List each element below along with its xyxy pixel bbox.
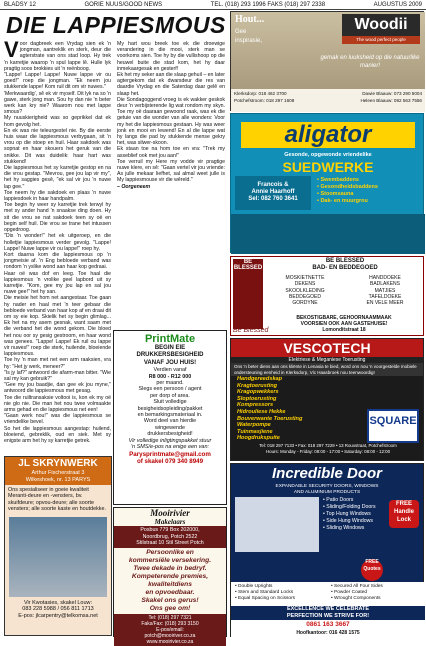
aligator-suid: SUEDWERKE: [282, 159, 374, 175]
mooirivier-body: Persoonlike en kommersiële versekering. Twee dekade in bedryf. Kompeterende premies, kwaliteitdiens en opvoedbaar. Skakel ons gerus! Ons gee om!: [128, 548, 212, 612]
printmate-text: per dorp of area.: [150, 392, 190, 399]
woodii-slogan: gemak en luuksheid op die natuurlike manier!: [320, 55, 420, 69]
features-right: • Secured All Four Sides • Powder Coated • Wrought Components: [331, 584, 383, 601]
woodii-contacts: Klerksdorp: 018 462 3700 Dawie Blaauw: 073 290 5004 Potchefstroom: 018 297 1608 Heleen Blaauw: 082 563 7556: [231, 89, 425, 112]
paragraph: Die Sondagoggend vroeg is ek wakker geskok deur 'n verbijsterende lig wat rondom my skyn. Toe my oë daaraan gewoond raak, was ek die getuie van die wonder van alle wonders: Voor my het die lappiesmous gestaan. Hy was weer jonk en mooi en lewend! En al die lappe wat hy langs die pad by stukkende mense gekry het, was silwer-skoon.: [117, 96, 225, 147]
printmate-note: Vir volledige inligtingspakket stuur: [128, 437, 212, 444]
list-item: Kragopwekkers: [237, 389, 279, 396]
mooirivier-address: Posbus 779 Box 202000, Noordbrug, Potch 2522 Stilstraat 10 Stil Street Potch: [114, 526, 226, 548]
article-signature: – Oorgeneem: [117, 183, 151, 190]
paragraph: Die lappiesmous het sy karretjie gestop en na die vrou gestap. "Mevrou, gee jou lap vir my", het hy saggies gesê, "ek sal vir jou 'n nuwe lap gee.": [4, 165, 111, 190]
paragraph: My hart wou breek toe ek die droewige verandering in die mooi, sterk man se voorkoms sien. Toe hy by die vullishoop op die heuwel buite die stad kom, het hy daar inmekaargesak en gesterf!: [117, 41, 225, 72]
printmate-note: 'n SMS/e-pos na enige een van:: [130, 444, 210, 451]
paragraph: Toe hy 'n man met net een arm raaksien, vra hy: "Het jy werk, meneer?": [4, 357, 111, 370]
be-blessed-footer: BEKOSTIGBARE, GEHOORNAAMMAAK VOORSIEN OOK AAN GASTEHUISE! Lomonditstraat 18: [296, 315, 392, 333]
incredible-door-ad: [230, 463, 424, 637]
paragraph: "Lappe! Lappe! Lappe! Nuwe lappe vir ou goed!" roep die jongman. "Ek neem jou stukkende lappe! Kom ruil dit om vir nuwes.": [4, 72, 111, 91]
be-blessed-script: Be Blessed: [233, 327, 269, 334]
printmate-line: VANAF JOU HUIS!: [143, 359, 197, 366]
list-item: Hoogdrukspuite: [237, 435, 280, 442]
vescotech-subtitle: Elektriese & Meganiese Toerusting: [231, 357, 423, 363]
printmate-text: Verdien vanaf: [153, 367, 187, 374]
printmate-logo: PrintMate: [144, 333, 196, 345]
paragraph: Ek het my seker aan die slaap gehuil – en later agtergekom dat ek dwarsdeur die res van daardie Vrydag en die Saterdag daar gelê en slaap het.: [117, 72, 225, 97]
list-item: Hidrouliese Hekke: [237, 408, 286, 415]
printmate-text: R8 000 - R12 000: [148, 373, 192, 380]
woodii-gee: Gee: [235, 29, 247, 35]
printmate-ad: [113, 330, 227, 505]
be-blessed-list-left: MOSKIETNETTE DEKENS SKOOLKLEDING BEDDEGOED GORDYNE: [285, 275, 325, 307]
aligator-logo: aligator: [241, 122, 415, 148]
incredible-door-footer: [231, 582, 425, 638]
printmate-text: Sluit volledige: [153, 399, 187, 406]
page-number: BLADSY 12: [4, 1, 36, 8]
list-item: Handgereedskap: [237, 376, 283, 382]
printmate-line: BEGIN EIE: [154, 345, 186, 351]
security-door-photo: [235, 497, 319, 552]
incredible-door-subtitle: EXPANDABLE SECURITY DOORS, WINDOWS AND ALUMINIUM PRODUCTS: [275, 484, 379, 495]
square-logo: SQUARE: [367, 409, 419, 443]
features-left: • Double Uprights • Stem and Standard Locks • Equal Spacing on Scissors: [235, 584, 296, 601]
drop-cap: V: [4, 37, 19, 62]
printmate-email[interactable]: Parysprintmate@gmail.com: [129, 450, 211, 458]
paragraph: My nuuskierigheid was so geprikkel dat ek hom gevolg het.: [4, 115, 111, 128]
incredible-door-logo: Incredible Door: [271, 465, 383, 482]
paragraph: 'Merkwaardig', sê ek vir myself. Dit lyk na so 'n gawe, sterk jong man. Sou hy dan nie 'n beter werk kan kry nie? Waarom nou met lappe smous?: [4, 90, 111, 116]
article-column-2: [117, 41, 225, 329]
be-blessed-ad: [230, 256, 424, 336]
woodii-heading: Hout...: [235, 14, 265, 25]
list-item: Tuinmasjiene: [237, 428, 273, 435]
woodii-insp: inspirasie,: [235, 38, 263, 44]
printmate-line: DRUKKERSBESIGHEID: [136, 352, 204, 359]
paragraph: "Is jy laf?" antwoord die afarm-man bitter. "Wie sal my kan gebruik?": [4, 369, 111, 382]
paragraph: Voor dagbreek een Vrydag sien ek 'n jongman, aantreklik en sterk, deur die agterstrate van ons stad loop. Hy trek 'n karretjie waarop 'n spul lappe lê. Hulle lyk pragtig soos brokkies uit 'n reënboog.: [4, 37, 111, 72]
be-blessed-list-right: HANDDOEKE BADLAKENS MATJIES TAFELDOEKE EN VELE MEER: [366, 275, 404, 307]
printmate-text: Slegs een persoon / agent: [138, 386, 202, 393]
incredible-door-phone: 0861 163 3667: [306, 621, 350, 628]
skrynwerk-ad: [4, 456, 112, 636]
free-handle-lock-badge: FREE Handle Lock: [389, 500, 419, 528]
skrynwerk-body: Ons spesialiseer in goeie kwaliteit Meranti-deure en -vensters, bv. skuifdeure; opvou-deure; alle soorte vensters; alle soorte kaste en houtdekke.: [8, 487, 106, 513]
list-item: Bouverwante Toerusting: [237, 415, 303, 422]
printmate-text: besigheidsopleiding/pakket: [137, 405, 203, 412]
vescotech-blurb: Ons 'n beter diens aan ons kliënte in Lenasia te bied, word ons nou 'n voorgestelde mobiele ondersteuning eenheid in Klerksdorp, Vic Haasbroek nou teenwoordig!: [231, 363, 423, 376]
article-title: DIE LAPPIESMOUS: [6, 12, 226, 38]
incredible-door-headoffice: Hoofkantoor: 016 428 1575: [296, 630, 360, 636]
skrynwerk-address: Arthur Fischerstraat 3 Wilkeshoek, nr. 13 PARYS: [5, 470, 111, 485]
printmate-text: en bemarkingsmateriaal in.: [137, 412, 203, 419]
article-column-1: [4, 37, 111, 453]
skrynwerk-photo: [9, 517, 107, 597]
printmate-text: wingewende: [155, 424, 185, 431]
be-blessed-sidebar: BE BLESSED: [233, 259, 263, 329]
vescotech-footer: Tel: 018 297 7133 • Fax: 018 297 7229 • 13 Rouxstraat, Potchefstroom Hours: Monday - Friday: 08:00 - 17:00 • Saturday: 08:00 - 12:00: [259, 443, 397, 454]
woodii-logo: Woodii: [342, 14, 420, 36]
paragraph: "Dis 'n wonder!" het ek uitgeroep, en die holletjie lappiesmous verder gevolg. "Lappe! Lappe! Nuwe lappe vir ou lappe!" roep hy.: [4, 233, 111, 252]
list-item: Sloptoerusting: [237, 395, 277, 402]
paragraph: "Gaan werk nou!" was die lappiesmous se vriendelike bevel.: [4, 413, 111, 426]
printmate-text: drukkersbesigheid!: [147, 431, 193, 438]
aligator-photo: [231, 214, 425, 254]
aligator-ad: [230, 113, 424, 253]
paragraph: Toe begin hy weer sy karretjie trek terwyl hy met sy ander hand 'n snaakse ding doen. Hy sit die vrou se nat sakdoek teen sy oë en begin self huil. Die vrou se trane het intussen opgedroog.: [4, 202, 111, 234]
free-quotes-badge: FREE Quotes: [361, 559, 383, 581]
vescotech-logo: VESCOTECH: [231, 339, 423, 357]
paragraph: Toe verruil my Here my vodde vir pragtige nuwe klere, en sê: "Gaan vertel vir jou vriende: As julle mekaar liefhet, sal almal weet julle is My lappiesmouse vir die wêreld.": [117, 158, 225, 184]
publication-name: GORIE NUUS/GOOD NEWS: [84, 1, 163, 8]
list-item: Kragtoerusting: [237, 382, 278, 389]
woodii-tagline: The wood perfect people: [342, 36, 420, 44]
paragraph: So het die lappiesmous aangestap: huilend, bloeiend, gebreklik, oud en siek. Met sy enigste arm het hy sy karretjie getrek.: [4, 425, 111, 444]
paragraph: "Gee my jou baadjie, dan gee ek jou myne," antwoord die lappiesmous met gesag.: [4, 382, 111, 395]
paragraph: Die meisie het hom net aangestaar. Toe gaan hy nader en haal met 'n teer gebaar die bebloede verband van haar kop af en draai dit om sy eie kop. Skielik het sy begin glimlag... Ek het na my asem gesnak, want saam met die verband het die wond gekom. Die bloed het nou oor sy gesig gestroom, en haar wond was genees. "Lappe! Lappe! Ek ruil ou lappe vir nuwes!" roep die sterk, huilende, bloeiende lappiesmous.: [4, 295, 111, 358]
woodii-ad: [230, 11, 424, 111]
aligator-contacts: Francois & Annie Haarhoff Sel: 082 760 3641: [235, 176, 311, 210]
printmate-phone: of skakel 079 340 8949: [136, 457, 204, 465]
skrynwerk-contact: Vir Kwotasies, skakel Louw: 083 228 5988 / 056 811 1713 E-pos: jlcarpentry@telkomsa.net: [18, 599, 98, 619]
list-item: Waterpompe: [237, 422, 271, 429]
aligator-services: • Swembaddens • Gesondheidsbaddens • Stoomsauna • Dak- en muurgrou: [317, 177, 378, 204]
mooirivier-ad: [113, 507, 227, 645]
vescotech-ad: [230, 338, 424, 461]
printmate-text: Word deel van hierdie: [143, 418, 197, 425]
mooirivier-subtitle: Makelaars: [154, 518, 186, 526]
skrynwerk-logo: JL SKRYNWERK: [5, 457, 111, 470]
paragraph: Toe die ruiltransaksie voltooi is, kon ek my oë nie glo nie. Die man het nou twee volmaakte arms gehad en die lappiesmous net een!: [4, 394, 111, 413]
mooirivier-logo: Mooirivier: [150, 508, 190, 518]
incredible-door-slogan: EXCELLENCE WE CELEBRATE PERFECTION WE STRIVE FOR!: [231, 606, 425, 620]
header-phones: TEL. (018) 293 1996 FAKS (018) 297 2338: [210, 1, 326, 8]
issue-date: AUGUSTUS 2009: [373, 1, 422, 8]
mooirivier-contact: Tel: (018) 297 7321 Faks/Fax: (018) 293 3150 E-pos/email: potch@mooiriver.co.za www.mooirivier.co.za: [114, 614, 226, 646]
incredible-door-products: • Patio Doors • Sliding/Folding Doors • Top Hung Windows • Side Hung Windows • Sliding Windows: [323, 497, 376, 531]
aligator-subtitle: Gesonde, opgewonde vriendelike: [284, 152, 372, 158]
paragraph: Ek staan toe na hom toe en vra: "Trek my asseblief ook met jou aan!": [117, 146, 225, 159]
printmate-text: per maand.: [156, 380, 184, 387]
paragraph: Toe neem hy die sakdoek en plaas 'n nuwe lappiesdoek in haar handpalm.: [4, 189, 111, 203]
page-header: [0, 0, 426, 10]
be-blessed-heading: BE BLESSED BAD- EN BEDDEGOED: [312, 258, 378, 271]
list-item: Kompressors: [237, 402, 274, 409]
paragraph: Kort daarna kom die lappiesmous op 'n jongmeisie af. 'n Eng bebloede verband was rondom 'n yslike wond aan haar kop gedraai.: [4, 251, 111, 271]
paragraph: En ek was nie teleurgestel nie. By die eerste huis waar die lappiesmous verbygaan, sit 'n vrou op die stoep en huil. Haar sakdoek was sopnat en haar skouers het geruk van die snikke. Dit was duidelik: haar hart was stukkend!: [4, 127, 111, 165]
paragraph: Haar oë was dof en leeg. Toe haal die lappiesmous 'n vrolike geel lapbord uit sy karretjie. "Kom, gee my jou lap en sal jou nuwe gee!" het hy san.: [4, 270, 111, 296]
